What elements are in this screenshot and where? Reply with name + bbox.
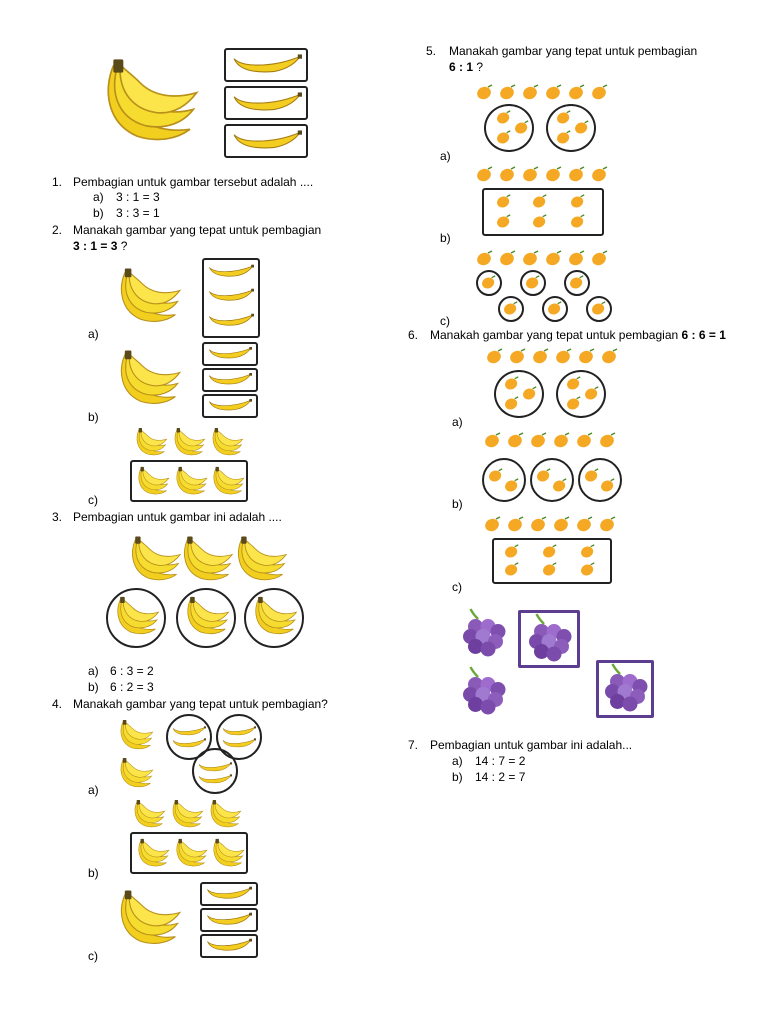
banana-bunch-icon — [174, 466, 208, 496]
question-number: 4. — [52, 697, 63, 711]
mango-icon — [536, 468, 552, 484]
mango-icon — [569, 275, 585, 291]
option-label[interactable]: b) — [93, 206, 104, 220]
banana-bunch-icon — [234, 536, 288, 582]
mango-row — [476, 166, 616, 184]
mango-icon — [600, 478, 616, 494]
banana-icon — [232, 90, 302, 114]
option-label[interactable]: b) — [88, 410, 99, 424]
banana-icon — [208, 346, 252, 360]
mango-icon — [514, 120, 530, 136]
banana-bunch-icon — [211, 466, 245, 496]
mango-icon — [556, 110, 572, 126]
banana-bunch-image — [116, 268, 182, 324]
option-label[interactable]: c) — [440, 314, 450, 328]
grape-icon — [600, 664, 650, 714]
mango-icon — [481, 275, 497, 291]
banana-bunch-image — [116, 350, 182, 406]
option-text[interactable]: 14 : 2 = 7 — [475, 770, 526, 784]
banana-bunch-icon — [174, 838, 208, 868]
mango-icon — [545, 250, 563, 268]
mango-icon — [545, 166, 563, 184]
mango-icon — [496, 194, 512, 210]
banana-icon — [198, 774, 232, 784]
mango-icon — [570, 194, 586, 210]
mango-icon — [570, 214, 586, 230]
formula-bold: 6 : 1 — [449, 60, 474, 74]
mango-icon — [504, 478, 520, 494]
question-text: Pembagian untuk gambar ini adalah... — [430, 738, 633, 752]
mango-icon — [584, 468, 600, 484]
question-text: Manakah gambar yang tepat untuk pembagian? — [73, 697, 328, 711]
mango-row — [476, 250, 616, 268]
option-label[interactable]: c) — [452, 580, 462, 594]
mango-icon — [496, 130, 512, 146]
mango-icon — [532, 348, 550, 366]
option-label[interactable]: c) — [88, 949, 98, 963]
mango-row — [484, 516, 624, 534]
grape-icon — [524, 614, 574, 664]
mango-icon — [532, 194, 548, 210]
mango-icon — [484, 516, 502, 534]
mango-icon — [566, 396, 582, 412]
banana-icon — [222, 738, 256, 748]
mango-icon — [530, 516, 548, 534]
mango-icon — [504, 544, 520, 560]
option-label[interactable]: a) — [88, 327, 99, 341]
banana-bunch-icon — [136, 466, 170, 496]
mango-icon — [542, 544, 558, 560]
mango-icon — [576, 516, 594, 534]
mango-icon — [568, 166, 586, 184]
mango-icon — [547, 301, 563, 317]
banana-icon — [222, 726, 256, 736]
mango-icon — [568, 250, 586, 268]
mango-icon — [476, 84, 494, 102]
banana-bunch-icon — [136, 838, 170, 868]
option-label[interactable]: a) — [452, 754, 463, 768]
mango-icon — [580, 544, 596, 560]
banana-bunch-icon — [118, 720, 154, 750]
banana-icon — [172, 738, 206, 748]
mango-icon — [576, 432, 594, 450]
formula-bold: 3 : 1 = 3 — [73, 239, 118, 253]
question-formula — [73, 239, 127, 254]
mango-icon — [522, 386, 538, 402]
question-number: 3. — [52, 510, 63, 524]
mango-icon — [499, 84, 517, 102]
option-text[interactable]: 6 : 2 = 3 — [110, 680, 154, 694]
banana-bunch-icon — [184, 596, 230, 636]
banana-bunch-image — [116, 890, 182, 946]
option-label[interactable]: b) — [452, 770, 463, 784]
mango-icon — [552, 478, 568, 494]
option-text[interactable]: 14 : 7 = 2 — [475, 754, 526, 768]
mango-icon — [522, 166, 540, 184]
mango-icon — [488, 468, 504, 484]
mango-icon — [599, 432, 617, 450]
option-label[interactable]: c) — [88, 493, 98, 507]
mango-icon — [556, 130, 572, 146]
mango-icon — [476, 250, 494, 268]
option-text[interactable]: 3 : 3 = 1 — [116, 206, 160, 220]
mango-icon — [525, 275, 541, 291]
mango-icon — [522, 84, 540, 102]
mango-icon — [499, 166, 517, 184]
option-label[interactable]: b) — [452, 497, 463, 511]
banana-bunch-icon — [252, 596, 298, 636]
question-text: Pembagian untuk gambar tersebut adalah .... — [73, 175, 314, 189]
banana-icon — [206, 912, 252, 926]
mango-icon — [509, 348, 527, 366]
mango-icon — [484, 432, 502, 450]
mango-icon — [503, 301, 519, 317]
mango-icon — [591, 250, 609, 268]
option-label[interactable]: b) — [88, 866, 99, 880]
banana-bunch-image — [100, 56, 200, 146]
question-text: Pembagian untuk gambar ini adalah .... — [73, 510, 282, 524]
mango-icon — [504, 396, 520, 412]
mango-icon — [530, 432, 548, 450]
option-label[interactable]: a) — [93, 190, 104, 204]
banana-bunch-icon — [118, 758, 154, 788]
question-text: Manakah gambar yang tepat untuk pembagian — [449, 44, 698, 58]
mango-icon — [486, 348, 504, 366]
mango-icon — [553, 516, 571, 534]
option-label[interactable]: a) — [88, 783, 99, 797]
banana-icon — [232, 128, 302, 152]
mango-icon — [584, 386, 600, 402]
option-text[interactable]: 3 : 1 = 3 — [116, 190, 160, 204]
grape-icon — [458, 666, 508, 718]
mango-icon — [599, 516, 617, 534]
option-label[interactable]: a) — [452, 415, 463, 429]
question-text-line — [430, 328, 726, 343]
banana-bunch-icon — [134, 428, 168, 456]
banana-bunch-icon — [180, 536, 234, 582]
mango-icon — [580, 562, 596, 578]
formula-tail: ? — [117, 239, 128, 253]
banana-icon — [208, 372, 252, 386]
mango-icon — [532, 214, 548, 230]
banana-bunch-icon — [211, 838, 245, 868]
mango-row — [484, 432, 624, 450]
mango-icon — [566, 376, 582, 392]
banana-bunch-icon — [114, 596, 160, 636]
banana-bunch-icon — [208, 800, 242, 828]
question-number: 1. — [52, 175, 63, 189]
mango-icon — [578, 348, 596, 366]
mango-icon — [568, 84, 586, 102]
mango-icon — [476, 166, 494, 184]
mango-icon — [591, 301, 607, 317]
mango-icon — [574, 120, 590, 136]
question-number: 5. — [426, 44, 437, 58]
banana-icon — [172, 726, 206, 736]
mango-icon — [504, 376, 520, 392]
option-label[interactable]: a) — [88, 664, 99, 678]
banana-icon — [198, 762, 232, 772]
mango-row — [486, 348, 626, 366]
mango-icon — [553, 432, 571, 450]
mango-icon — [542, 562, 558, 578]
mango-icon — [591, 84, 609, 102]
mango-icon — [555, 348, 573, 366]
mango-icon — [496, 110, 512, 126]
banana-bunch-icon — [210, 428, 244, 456]
banana-icon — [208, 313, 254, 327]
question-number: 2. — [52, 223, 63, 237]
banana-bunch-icon — [172, 428, 206, 456]
mango-icon — [499, 250, 517, 268]
banana-bunch-icon — [128, 536, 182, 582]
formula-bold: 6 : 6 = 1 — [681, 328, 726, 342]
mango-icon — [504, 562, 520, 578]
banana-icon — [208, 264, 254, 278]
question-number: 6. — [408, 328, 419, 342]
banana-icon — [206, 886, 252, 900]
banana-bunch-icon — [170, 800, 204, 828]
question-text: Manakah gambar yang tepat untuk pembagian — [73, 223, 322, 237]
banana-icon — [208, 288, 254, 302]
option-label[interactable]: b) — [440, 231, 451, 245]
option-label[interactable]: b) — [88, 680, 99, 694]
mango-icon — [522, 250, 540, 268]
option-text[interactable]: 6 : 3 = 2 — [110, 664, 154, 678]
banana-icon — [232, 52, 302, 76]
grape-icon — [458, 608, 508, 660]
option-label[interactable]: a) — [440, 149, 451, 163]
mango-icon — [601, 348, 619, 366]
mango-icon — [545, 84, 563, 102]
banana-icon — [208, 398, 252, 412]
banana-bunch-icon — [132, 800, 166, 828]
question-number: 7. — [408, 738, 419, 752]
formula-tail: ? — [473, 60, 484, 74]
mango-icon — [591, 166, 609, 184]
mango-row — [476, 84, 616, 102]
question-formula — [449, 60, 483, 75]
mango-icon — [507, 432, 525, 450]
mango-icon — [507, 516, 525, 534]
mango-icon — [496, 214, 512, 230]
question-text: Manakah gambar yang tepat untuk pembagian — [430, 328, 682, 342]
banana-icon — [206, 938, 252, 952]
